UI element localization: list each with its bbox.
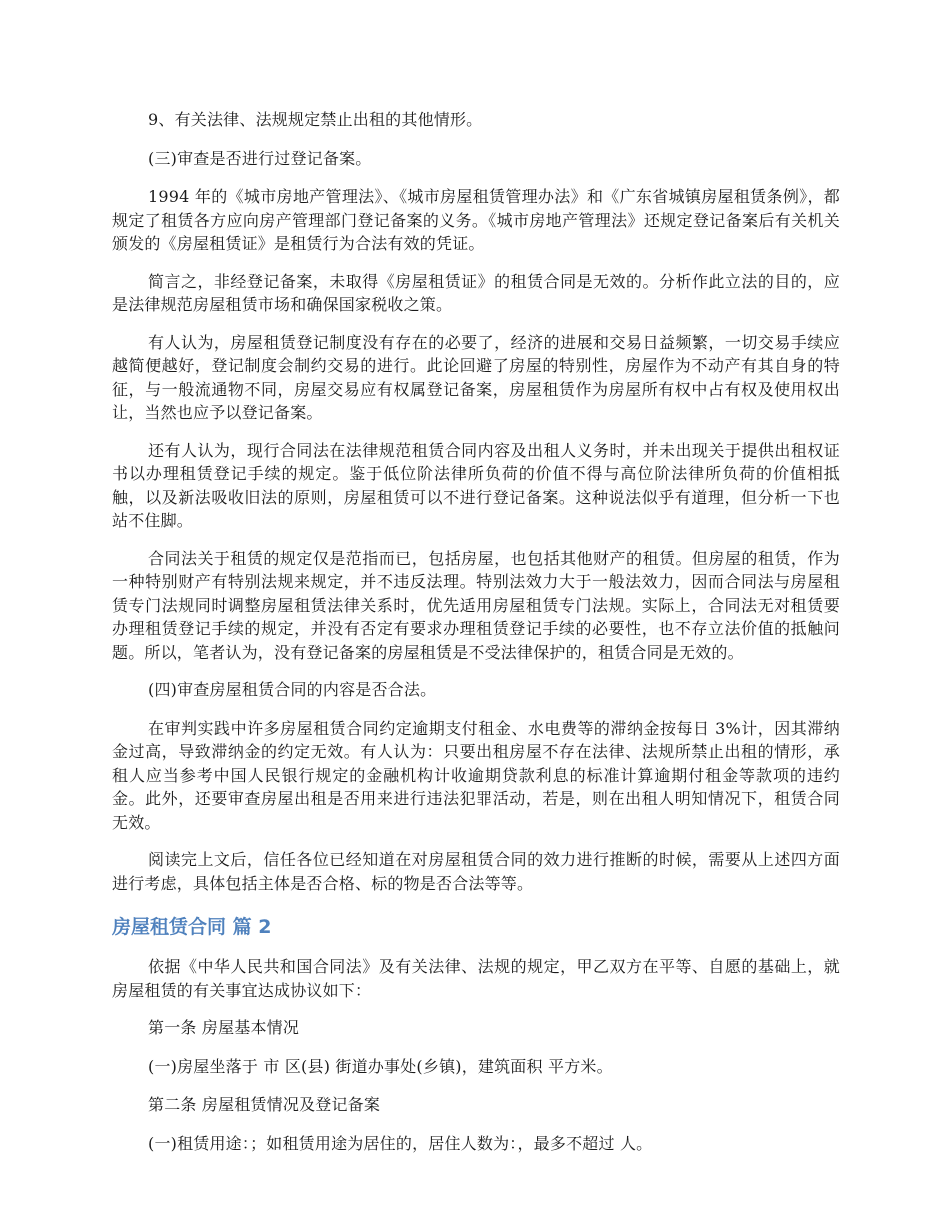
paragraph: 有人认为，房屋租赁登记制度没有存在的必要了，经济的进展和交易日益频繁，一切交易手续应越简便越好，登记制度会制约交易的进行。此论回避了房屋的特别性，房屋作为不动产有其自身的特征，与一般流通物不同，房屋交易应有权属登记备案，房屋租赁作为房屋所有权中占有权及使用权出让，当然也应予以登记备案。 — [112, 332, 840, 422]
subheading-paragraph: (三)审查是否进行过登记备案。 — [148, 148, 372, 168]
paragraph: 阅读完上文后，信任各位已经知道在对房屋租赁合同的效力进行推断的时候，需要从上述四方面进行考虑，具体包括主体是否合格、标的物是否合法等等。 — [112, 850, 840, 893]
paragraph: (一)租赁用途：；如租赁用途为居住的，居住人数为：，最多不超过 人。 — [148, 1133, 653, 1153]
subheading-paragraph: (四)审查房屋租赁合同的内容是否合法。 — [148, 680, 437, 699]
paragraph: 1994 年的《城市房地产管理法》、《城市房屋租赁管理办法》和《广东省城镇房屋租赁条例》，都规定了租赁各方应向房产管理部门登记备案的义务。《城市房地产管理法》还规定登记备案后有关机关颁发的《房屋租赁证》是租赁行为合法有效的凭证。 — [112, 187, 840, 253]
document-page — [112, 108, 840, 1170]
paragraph: 合同法关于租赁的规定仅是范指而已，包括房屋，也包括其他财产的租赁。但房屋的租赁，作为一种特别财产有特别法规来规定，并不违反法理。特别法效力大于一般法效力，因而合同法与房屋租赁专门法规同时调整房屋租赁法律关系时，优先适用房屋租赁专门法规。实际上，合同法无对租赁要办理租赁登记手续的规定，并没有否定有要求办理租赁登记手续的必要性，也不存立法价值的抵触问题。所以，笔者认为，没有登记备案的房屋租赁是不受法律保护的，租赁合同是无效的。 — [112, 548, 840, 662]
paragraph: 在审判实践中许多房屋租赁合同约定逾期支付租金、水电费等的滞纳金按每日 3%计，因其滞纳金过高，导致滞纳金的约定无效。有人认为：只要出租房屋不存在法律、法规所禁止出租的情形，承租人应当参考中国人民银行规定的金融机构计收逾期贷款利息的标准计算逾期付租金等款项的违约金。此外，还要审查房屋出租是否用来进行违法犯罪活动，若是，则在出租人明知情况下，租赁合同无效。 — [112, 718, 840, 832]
section-heading: 房屋租赁合同 篇 2 — [112, 916, 272, 938]
paragraph: (一)房屋坐落于 市 区(县) 街道办事处(乡镇)，建筑面积 平方米。 — [148, 1056, 613, 1076]
paragraph: 还有人认为，现行合同法在法律规范租赁合同内容及出租人义务时，并未出现关于提供出租权证书以办理租赁登记手续的规定。鉴于低位阶法律所负荷的价值不得与高位阶法律所负荷的价值相抵触，以及新法吸收旧法的原则，房屋租赁可以不进行登记备案。这种说法似乎有道理，但分析一下也站不住脚。 — [112, 440, 840, 530]
paragraph: 依据《中华人民共和国合同法》及有关法律、法规的规定，甲乙双方在平等、自愿的基础上，就房屋租赁的有关事宜达成协议如下： — [112, 957, 840, 1000]
paragraph: 9、有关法律、法规规定禁止出租的其他情形。 — [148, 110, 483, 129]
article-title: 第一条 房屋基本情况 — [148, 1018, 300, 1037]
paragraph: 简言之，非经登记备案，未取得《房屋租赁证》的租赁合同是无效的。分析作此立法的目的，应是法律规范房屋租赁市场和确保国家税收之策。 — [112, 271, 840, 314]
article-title: 第二条 房屋租赁情况及登记备案 — [148, 1095, 381, 1114]
